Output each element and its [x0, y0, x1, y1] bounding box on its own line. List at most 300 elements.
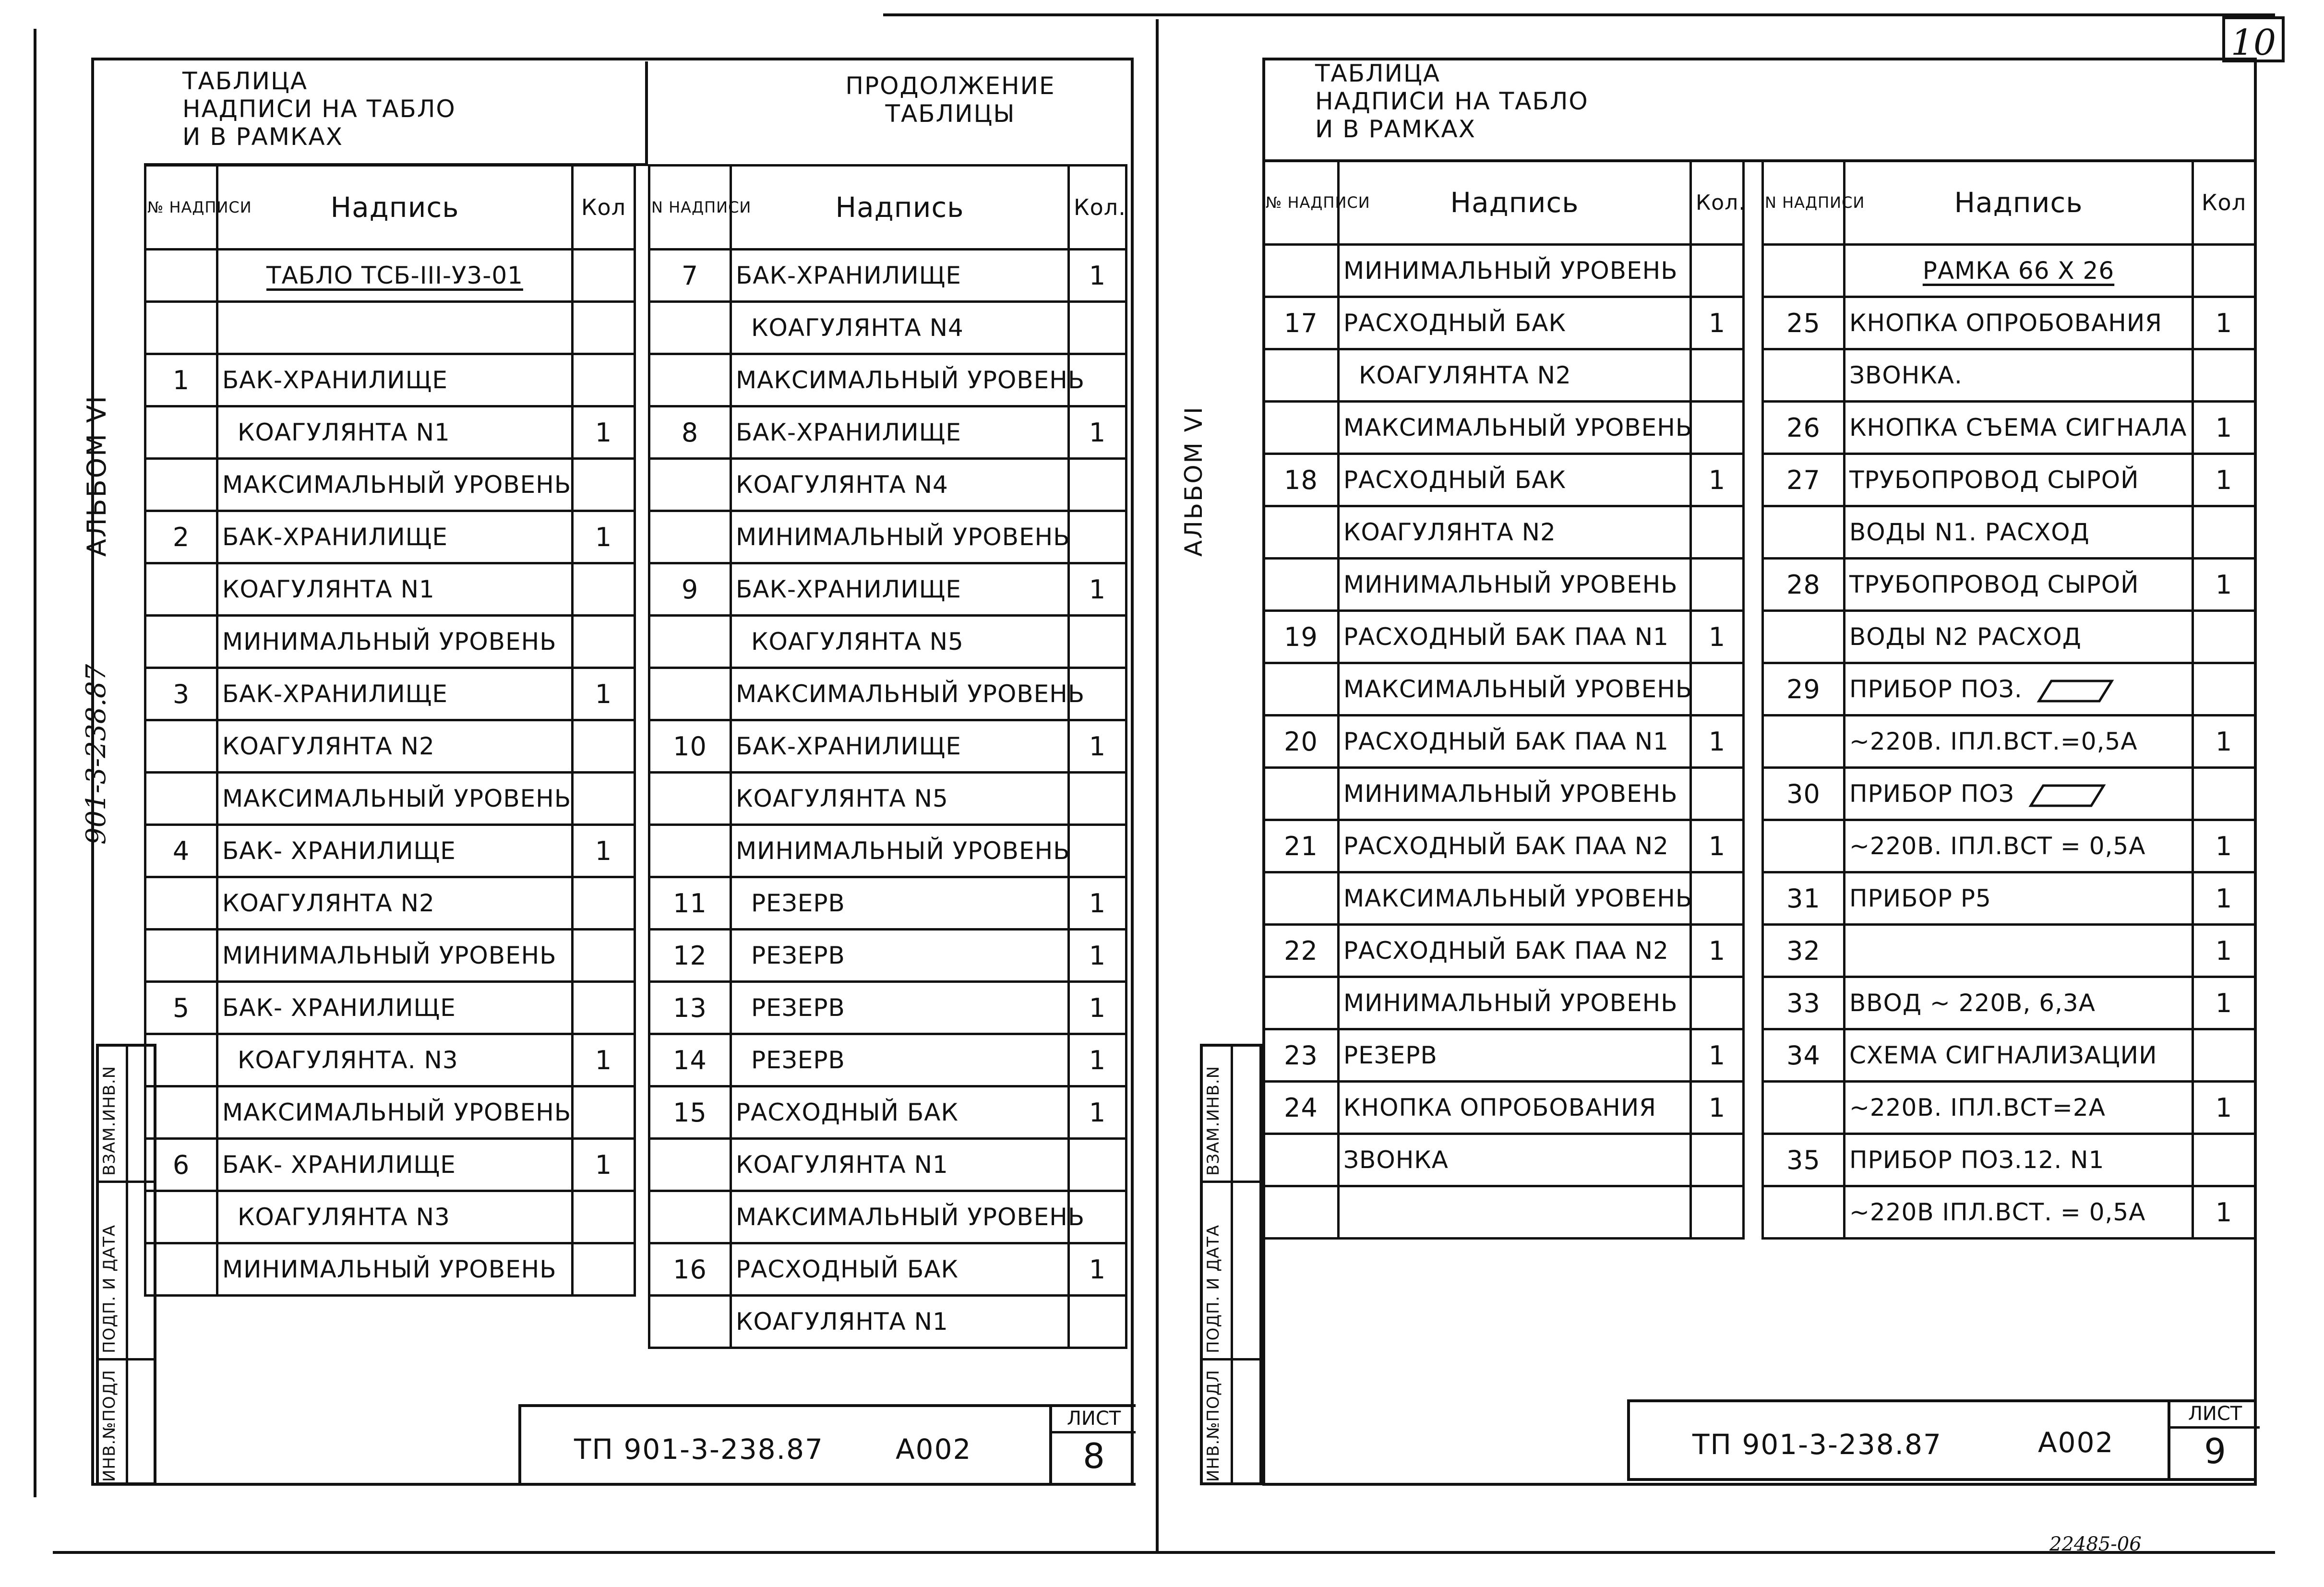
row-number — [1264, 1134, 1339, 1186]
table-row — [1763, 1029, 2255, 1082]
row-quantity — [1069, 773, 1126, 825]
row-quantity — [1691, 559, 1744, 611]
row-quantity: 1 — [2193, 716, 2255, 768]
device-frame-symbol-icon — [2037, 679, 2114, 703]
row-number — [1763, 1186, 1845, 1239]
row-number: 19 — [1264, 611, 1339, 663]
row-quantity: 1 — [1069, 406, 1126, 459]
row-quantity — [1691, 977, 1744, 1029]
table-row — [1763, 1134, 2255, 1186]
row-quantity: 1 — [1691, 611, 1744, 663]
row-number: 22 — [1264, 925, 1339, 977]
table-row — [1264, 297, 1744, 349]
row-label — [1845, 454, 2193, 506]
row-number: 12 — [649, 930, 731, 982]
table-row — [145, 720, 635, 773]
row-number — [1763, 611, 1845, 663]
row-label — [1339, 1029, 1691, 1082]
row-label-text: МИНИМАЛЬНЫЙ УРОВЕНЬ — [222, 1255, 557, 1283]
table-row — [649, 1139, 1126, 1191]
row-label — [731, 511, 1069, 563]
row-number — [649, 825, 731, 877]
row-number: 23 — [1264, 1029, 1339, 1082]
row-quantity — [2193, 1029, 2255, 1082]
row-quantity: 1 — [1691, 454, 1744, 506]
row-label — [1339, 611, 1691, 663]
row-quantity: 1 — [2193, 402, 2255, 454]
side-strip-inv-label: ИНВ.№ПОДЛ — [100, 1370, 119, 1482]
row-number — [145, 720, 217, 773]
row-label — [731, 1139, 1069, 1191]
sheet-8-continuation-caption: ПРОДОЛЖЕНИЕ ТАБЛИЦЫ — [845, 72, 1055, 128]
row-number: 13 — [649, 982, 731, 1034]
row-number: 6 — [145, 1139, 217, 1191]
row-label — [1845, 820, 2193, 872]
row-quantity — [573, 354, 635, 406]
row-quantity: 1 — [1069, 1086, 1126, 1139]
row-number — [1264, 402, 1339, 454]
row-number — [145, 459, 217, 511]
table-header-row — [1264, 161, 1744, 245]
row-label-text: МИНИМАЛЬНЫЙ УРОВЕНЬ — [1343, 989, 1678, 1017]
sheet-9-table-left — [1262, 159, 1745, 1240]
row-number — [145, 930, 217, 982]
row-quantity — [573, 930, 635, 982]
row-label — [1845, 611, 2193, 663]
row-quantity — [1691, 872, 1744, 925]
row-label-text: ПРИБОР ПОЗ. — [1849, 675, 2023, 703]
row-quantity: 1 — [573, 825, 635, 877]
row-number — [1264, 1186, 1339, 1239]
row-quantity — [2193, 506, 2255, 559]
row-label — [1845, 872, 2193, 925]
row-label — [1845, 297, 2193, 349]
row-number — [649, 459, 731, 511]
table-row — [145, 1139, 635, 1191]
row-label — [217, 877, 573, 930]
row-quantity — [1691, 245, 1744, 297]
table-row — [1763, 611, 2255, 663]
row-number — [1264, 245, 1339, 297]
row-label — [217, 302, 573, 354]
row-label — [1845, 977, 2193, 1029]
row-quantity — [573, 1191, 635, 1243]
row-number: 9 — [649, 563, 731, 616]
row-label-text: РАСХОДНЫЙ БАК ПАА N1 — [1343, 728, 1669, 755]
table-row — [649, 302, 1126, 354]
row-quantity — [1069, 1139, 1126, 1191]
row-quantity — [573, 563, 635, 616]
table-row — [649, 668, 1126, 720]
table-row — [1763, 349, 2255, 402]
side-strip-divider — [96, 1181, 156, 1183]
row-label — [1339, 925, 1691, 977]
row-label — [1339, 663, 1691, 716]
row-quantity — [573, 302, 635, 354]
row-number — [145, 302, 217, 354]
sheet-divider-line — [1156, 19, 1159, 1551]
row-number: 35 — [1763, 1134, 1845, 1186]
row-number: 27 — [1763, 454, 1845, 506]
row-label-text: РАСХОДНЫЙ БАК — [1343, 309, 1566, 337]
row-label-text: МИНИМАЛЬНЫЙ УРОВЕНЬ — [1343, 780, 1678, 808]
table-row — [649, 406, 1126, 459]
row-quantity: 1 — [1069, 1243, 1126, 1296]
row-label — [1845, 349, 2193, 402]
row-quantity — [1069, 1296, 1126, 1348]
table-row — [1264, 506, 1744, 559]
row-label — [731, 1191, 1085, 1243]
row-quantity — [1691, 349, 1744, 402]
row-number — [1763, 1082, 1845, 1134]
table-row — [145, 250, 635, 302]
sheet-8-table-left — [144, 164, 636, 1297]
row-label-text: КОАГУЛЯНТА N1 — [238, 418, 450, 446]
row-quantity — [1069, 825, 1126, 877]
table-row — [145, 930, 635, 982]
row-quantity: 1 — [573, 668, 635, 720]
row-number: 18 — [1264, 454, 1339, 506]
side-strip-replace-label: ВЗАМ.ИНВ.N — [1204, 1065, 1223, 1176]
row-number — [649, 616, 731, 668]
bottom-handwritten-note: 22485-06 — [2049, 1533, 2142, 1555]
row-label-text: РАСХОДНЫЙ БАК — [1343, 466, 1566, 494]
row-quantity: 1 — [2193, 297, 2255, 349]
row-quantity: 1 — [1069, 930, 1126, 982]
stamp-sheet-number: 9 — [2204, 1431, 2226, 1471]
table-row — [649, 563, 1126, 616]
row-label-text: РАСХОДНЫЙ БАК — [736, 1255, 958, 1283]
header-qty: Кол. — [1691, 161, 1744, 245]
row-number: 15 — [649, 1086, 731, 1139]
row-number — [649, 511, 731, 563]
row-quantity — [1069, 302, 1126, 354]
row-label-text: ПРИБОР Р5 — [1849, 884, 1991, 912]
side-strip-divider — [1200, 1358, 1262, 1360]
page-number-box — [2222, 16, 2285, 62]
table-row — [649, 1034, 1126, 1086]
row-label-text: МАКСИМАЛЬНЫЙ УРОВЕНЬ — [1343, 675, 1693, 703]
table-row — [1763, 559, 2255, 611]
row-quantity: 1 — [1691, 925, 1744, 977]
row-label — [731, 877, 1069, 930]
row-quantity — [2193, 349, 2255, 402]
row-number — [1264, 349, 1339, 402]
row-quantity: 1 — [1069, 720, 1126, 773]
row-label — [217, 1139, 573, 1191]
header-qty: Кол — [573, 166, 635, 250]
row-label-text: МИНИМАЛЬНЫЙ УРОВЕНЬ — [1343, 571, 1678, 598]
page-number: 10 — [2230, 22, 2276, 63]
row-quantity: 1 — [1069, 982, 1126, 1034]
row-label-text: ПРИБОР ПОЗ.12. N1 — [1849, 1146, 2105, 1174]
row-label — [217, 616, 573, 668]
row-label — [1339, 245, 1691, 297]
row-label-text: БАК-ХРАНИЛИЩЕ — [222, 680, 448, 708]
table-row — [145, 877, 635, 930]
row-number: 33 — [1763, 977, 1845, 1029]
top-border-line — [883, 13, 2275, 16]
row-label-text: МИНИМАЛЬНЫЙ УРОВЕНЬ — [222, 628, 557, 656]
row-label — [1339, 454, 1691, 506]
row-label-text: ВВОД ~ 220В, 6,3А — [1849, 989, 2096, 1017]
table-row — [649, 616, 1126, 668]
table-row — [145, 616, 635, 668]
row-label-text: КОАГУЛЯНТА N2 — [222, 732, 435, 760]
row-label-text: МИНИМАЛЬНЫЙ УРОВЕНЬ — [1343, 257, 1678, 285]
row-label — [1339, 872, 1691, 925]
row-number — [1264, 977, 1339, 1029]
row-number — [145, 563, 217, 616]
table-row — [145, 563, 635, 616]
row-label — [1845, 1134, 2193, 1186]
row-quantity: 1 — [573, 406, 635, 459]
row-quantity — [1069, 616, 1126, 668]
row-number — [649, 1139, 731, 1191]
row-quantity — [2193, 1134, 2255, 1186]
table-row — [649, 825, 1126, 877]
table-row — [1264, 1186, 1744, 1239]
row-label — [217, 511, 573, 563]
row-label-text: МИНИМАЛЬНЫЙ УРОВЕНЬ — [222, 942, 557, 969]
row-label — [217, 1034, 573, 1086]
table-row — [1763, 977, 2255, 1029]
row-label-text: КОАГУЛЯНТА. N3 — [238, 1046, 458, 1074]
row-quantity — [1691, 506, 1744, 559]
table-row — [1763, 820, 2255, 872]
row-label-text: РЕЗЕРВ — [751, 942, 845, 969]
row-label-text: РЕЗЕРВ — [1343, 1041, 1438, 1069]
row-quantity: 1 — [573, 1139, 635, 1191]
row-quantity: 1 — [2193, 1082, 2255, 1134]
row-label — [217, 668, 573, 720]
row-label-text: КОАГУЛЯНТА N2 — [222, 889, 435, 917]
row-label — [731, 563, 1069, 616]
row-label-text: БАК-ХРАНИЛИЩЕ — [736, 418, 961, 446]
row-label-text: КНОПКА СЪЕМА СИГНАЛА — [1849, 414, 2187, 441]
table-row — [649, 1296, 1126, 1348]
left-edge-line — [34, 29, 36, 1497]
row-quantity: 1 — [1069, 877, 1126, 930]
row-label-text: КОАГУЛЯНТА N5 — [736, 785, 948, 812]
row-label — [731, 773, 1069, 825]
table-row — [649, 511, 1126, 563]
row-label-text: КОАГУЛЯНТА N5 — [751, 628, 964, 656]
row-label — [1845, 245, 2193, 297]
table-row — [145, 354, 635, 406]
row-label-text: ПРИБОР ПОЗ — [1849, 780, 2014, 808]
row-label-text: РЕЗЕРВ — [751, 1046, 845, 1074]
table-row — [145, 1243, 635, 1296]
row-number — [649, 773, 731, 825]
row-label-text: БАК-ХРАНИЛИЩЕ — [736, 262, 961, 289]
row-quantity — [2193, 245, 2255, 297]
row-label — [1845, 716, 2193, 768]
row-label-text: ~220В. IПЛ.ВСТ.=0,5А — [1849, 728, 2138, 755]
row-label — [217, 406, 573, 459]
row-label — [217, 1191, 573, 1243]
row-quantity: 1 — [1691, 297, 1744, 349]
row-quantity: 1 — [573, 511, 635, 563]
table-row — [1264, 1082, 1744, 1134]
row-label — [731, 1243, 1069, 1296]
row-label — [217, 720, 573, 773]
row-label — [1339, 559, 1691, 611]
row-number — [145, 406, 217, 459]
row-label-text: БАК- ХРАНИЛИЩЕ — [222, 1151, 456, 1179]
row-quantity — [2193, 768, 2255, 820]
row-label-text: БАК-ХРАНИЛИЩЕ — [736, 732, 961, 760]
row-quantity: 1 — [1069, 563, 1126, 616]
row-number — [649, 302, 731, 354]
row-label-text: КОАГУЛЯНТА N2 — [1359, 361, 1571, 389]
side-strip-divider — [96, 1358, 156, 1360]
row-label-text: МАКСИМАЛЬНЫЙ УРОВЕНЬ — [222, 471, 572, 499]
row-label — [1845, 1029, 2193, 1082]
row-label — [731, 668, 1085, 720]
row-quantity — [1691, 1186, 1744, 1239]
row-label-text: ВОДЫ N1. РАСХОД — [1849, 518, 2090, 546]
stamp-sheet-cell — [1049, 1407, 1136, 1486]
table-row — [1264, 768, 1744, 820]
row-quantity — [1069, 459, 1126, 511]
row-quantity: 1 — [1069, 250, 1126, 302]
table-row — [1264, 611, 1744, 663]
row-label — [217, 250, 573, 302]
row-number: 29 — [1763, 663, 1845, 716]
row-number — [145, 616, 217, 668]
row-number: 30 — [1763, 768, 1845, 820]
row-number — [1763, 820, 1845, 872]
stamp-sheet-label: ЛИСТ — [1052, 1407, 1136, 1433]
side-strip-sign-label: ПОДП. И ДАТА — [1204, 1224, 1223, 1353]
table-row — [649, 982, 1126, 1034]
row-label-text: КОАГУЛЯНТА N3 — [238, 1203, 450, 1231]
table-row — [1763, 716, 2255, 768]
row-label-text: КОАГУЛЯНТА N1 — [222, 575, 435, 603]
row-label — [1845, 768, 2193, 820]
table-row — [145, 511, 635, 563]
row-label-text: КНОПКА ОПРОБОВАНИЯ — [1343, 1094, 1657, 1122]
table-row — [1763, 245, 2255, 297]
row-label — [731, 616, 1069, 668]
row-number: 5 — [145, 982, 217, 1034]
table-row — [1763, 454, 2255, 506]
row-label — [217, 1243, 573, 1296]
table-row — [649, 250, 1126, 302]
row-label-text: МАКСИМАЛЬНЫЙ УРОВЕНЬ — [736, 366, 1085, 394]
row-number: 4 — [145, 825, 217, 877]
stamp-sheet-cell — [2168, 1402, 2260, 1481]
header-qty: Кол. — [1069, 166, 1126, 250]
table-row — [1763, 1186, 2255, 1239]
panel-title-text: РАМКА 66 X 26 — [1922, 257, 2115, 285]
row-quantity — [573, 720, 635, 773]
row-quantity: 1 — [1691, 1082, 1744, 1134]
sheet-8-table-caption: ТАБЛИЦА НАДПИСИ НА ТАБЛО И В РАМКАХ — [182, 67, 456, 151]
sheet-9-table-right — [1761, 159, 2256, 1240]
row-number — [649, 1296, 731, 1348]
bottom-border-line — [53, 1551, 2275, 1554]
row-quantity — [1691, 663, 1744, 716]
row-number — [1264, 872, 1339, 925]
row-quantity — [573, 1086, 635, 1139]
row-label — [1339, 768, 1691, 820]
row-quantity: 1 — [2193, 872, 2255, 925]
row-label — [1845, 402, 2193, 454]
stamp-code: ТП 901-3-238.87 — [1692, 1428, 1942, 1461]
table-row — [145, 825, 635, 877]
table-row — [1763, 297, 2255, 349]
row-label-text: ТРУБОПРОВОД СЫРОЙ — [1849, 466, 2139, 494]
row-label-text: РАСХОДНЫЙ БАК ПАА N2 — [1343, 937, 1669, 965]
row-label-text: МИНИМАЛЬНЫЙ УРОВЕНЬ — [736, 523, 1070, 551]
row-label-text: СХЕМА СИГНАЛИЗАЦИИ — [1849, 1041, 2157, 1069]
row-quantity: 1 — [1691, 1029, 1744, 1082]
row-number — [1264, 768, 1339, 820]
table-row — [1264, 454, 1744, 506]
row-label-text: РАСХОДНЫЙ БАК ПАА N1 — [1343, 623, 1669, 651]
header-num: N НАДПИСИ — [1763, 161, 1845, 245]
row-quantity: 1 — [2193, 820, 2255, 872]
side-strip-replace-label: ВЗАМ.ИНВ.N — [100, 1065, 119, 1176]
sheet-8-album-label: АЛЬБОМ VI — [82, 394, 112, 557]
row-label-text: ~220В. IПЛ.ВСТ = 0,5А — [1849, 832, 2146, 860]
header-label: Надпись — [1339, 161, 1691, 245]
row-label — [217, 459, 573, 511]
row-label — [1845, 925, 2193, 977]
row-label-text: КОАГУЛЯНТА N1 — [736, 1308, 948, 1336]
row-label-text: МАКСИМАЛЬНЫЙ УРОВЕНЬ — [222, 785, 572, 812]
table-row — [145, 1086, 635, 1139]
row-number: 25 — [1763, 297, 1845, 349]
row-number — [145, 877, 217, 930]
stamp-part: А002 — [896, 1433, 972, 1466]
row-quantity — [573, 459, 635, 511]
row-label — [731, 1034, 1069, 1086]
table-row — [1264, 1134, 1744, 1186]
row-label-text: РЕЗЕРВ — [751, 889, 845, 917]
header-num: № НАДПИСИ — [1264, 161, 1339, 245]
row-label-text: БАК- ХРАНИЛИЩЕ — [222, 994, 456, 1022]
row-quantity — [1691, 402, 1744, 454]
row-label — [731, 459, 1069, 511]
table-row — [1763, 506, 2255, 559]
stamp-code: ТП 901-3-238.87 — [574, 1433, 824, 1466]
table-row — [1763, 1082, 2255, 1134]
row-label — [731, 720, 1069, 773]
row-number: 17 — [1264, 297, 1339, 349]
sheet-8-title-stamp — [518, 1404, 1136, 1486]
row-quantity: 1 — [1691, 820, 1744, 872]
row-label — [217, 982, 573, 1034]
table-row — [1264, 820, 1744, 872]
table-header-row — [649, 166, 1126, 250]
side-strip-divider — [1200, 1181, 1262, 1183]
row-label-text: МАКСИМАЛЬНЫЙ УРОВЕНЬ — [1343, 414, 1693, 441]
stamp-sheet-number: 8 — [1083, 1436, 1105, 1476]
row-number: 31 — [1763, 872, 1845, 925]
row-label — [1339, 297, 1691, 349]
table-row — [1264, 402, 1744, 454]
table-header-row — [1763, 161, 2255, 245]
row-label-text: БАК-ХРАНИЛИЩЕ — [222, 523, 448, 551]
table-row — [1264, 925, 1744, 977]
row-quantity: 1 — [2193, 925, 2255, 977]
table-row — [649, 1086, 1126, 1139]
row-label-text: ~220В. IПЛ.ВСТ=2А — [1849, 1094, 2106, 1122]
row-label-text: КОАГУЛЯНТА N4 — [736, 471, 948, 499]
